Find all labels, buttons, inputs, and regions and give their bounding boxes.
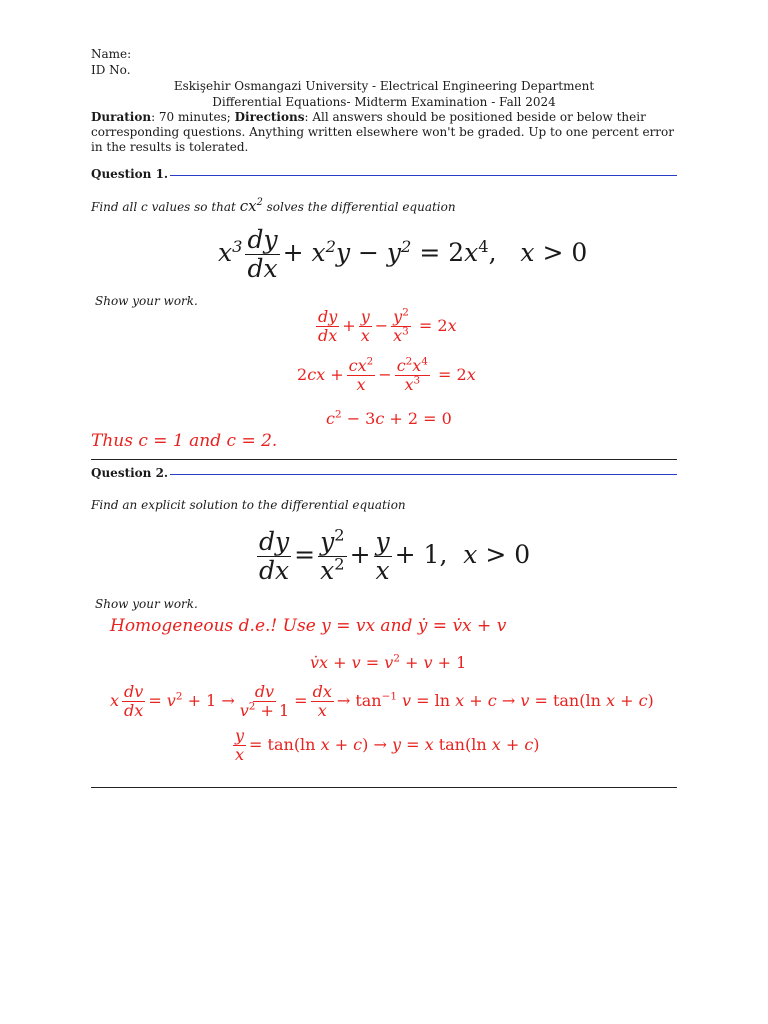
q1-step-2: 2cx + $\frac{cx^2}{x}$ − $\frac{c^2x^4}{x^3}$ = 2x: [297, 355, 476, 394]
prompt-b: solves the differential equation: [266, 200, 456, 214]
exam-line: Differential Equations- Midterm Examination - Fall 2024: [212, 95, 556, 109]
question-1-end-rule: [91, 459, 677, 460]
directions-label: Directions: [234, 110, 305, 124]
university-line: Eskişehir Osmangazi University - Electrical Engineering Department: [173, 79, 595, 93]
cx2-expression: $cx^2$: [239, 197, 263, 215]
prompt-a: Find all c values so that: [91, 200, 236, 214]
duration-value: : 70 minutes;: [151, 110, 231, 124]
question-2-label: Question 2.: [91, 466, 169, 480]
question-2-prompt: Find an explicit solution to the differential equation: [91, 498, 406, 512]
question-2-show-work: Show your work.: [95, 597, 198, 611]
question-2-end-rule: [91, 787, 677, 788]
question-1-answer: Thus c = 1 and c = 2.: [91, 431, 278, 451]
q1-step-3: $c^2 - 3c + 2 = 0$: [326, 408, 452, 428]
question-2-equation: $\frac{dy}{dx}$ = $\frac{y^2}{x^2}$ + $\frac{y}{x}$ + 1, x > 0: [259, 525, 531, 585]
question-1-show-work: Show your work.: [95, 294, 198, 308]
question-2-hint: Homogeneous d.e.! Use y = vx and ẏ = v̇x + v: [110, 616, 507, 636]
name-label: Name:: [91, 47, 132, 61]
directions-block: [91, 110, 683, 155]
question-1-prompt: [91, 199, 456, 215]
q2-step-1: v̇x + $v = v^2 + v + 1$: [310, 652, 467, 672]
question-2-rule: [170, 474, 677, 475]
question-1-equation: $x^3$ $\frac{dy}{dx}$ + $x^2y - y^2 = 2x^4$, x > 0: [218, 225, 588, 283]
directions-text: : All answers should be positioned beside or below their corresponding questions. Anything written elsewhere won't be graded. Up to one percent error in the results is tolerated.: [91, 110, 675, 154]
q1-step-1: $\frac{dy}{dx}$ + $\frac{y}{x}$ − $\frac{y^2}{x^3}$ = 2x: [318, 306, 457, 345]
question-1-rule: [170, 175, 677, 176]
q2-step-2: x $\frac{dv}{dx}$ = $v^2 + 1$ → $\frac{dv}{v^2 + 1}$ = $\frac{dx}{x}$ → $\tan^{-1} v = \ln x + c \to v = \tan(\ln$ x + c): [110, 682, 654, 720]
q2-step-3: $\frac{y}{x}$ = tan(ln x + c) → y = x tan(ln x + c): [235, 726, 540, 764]
id-label: ID No.: [91, 63, 131, 77]
question-1-label: Question 1.: [91, 167, 169, 181]
duration-label: Duration: [91, 110, 152, 124]
